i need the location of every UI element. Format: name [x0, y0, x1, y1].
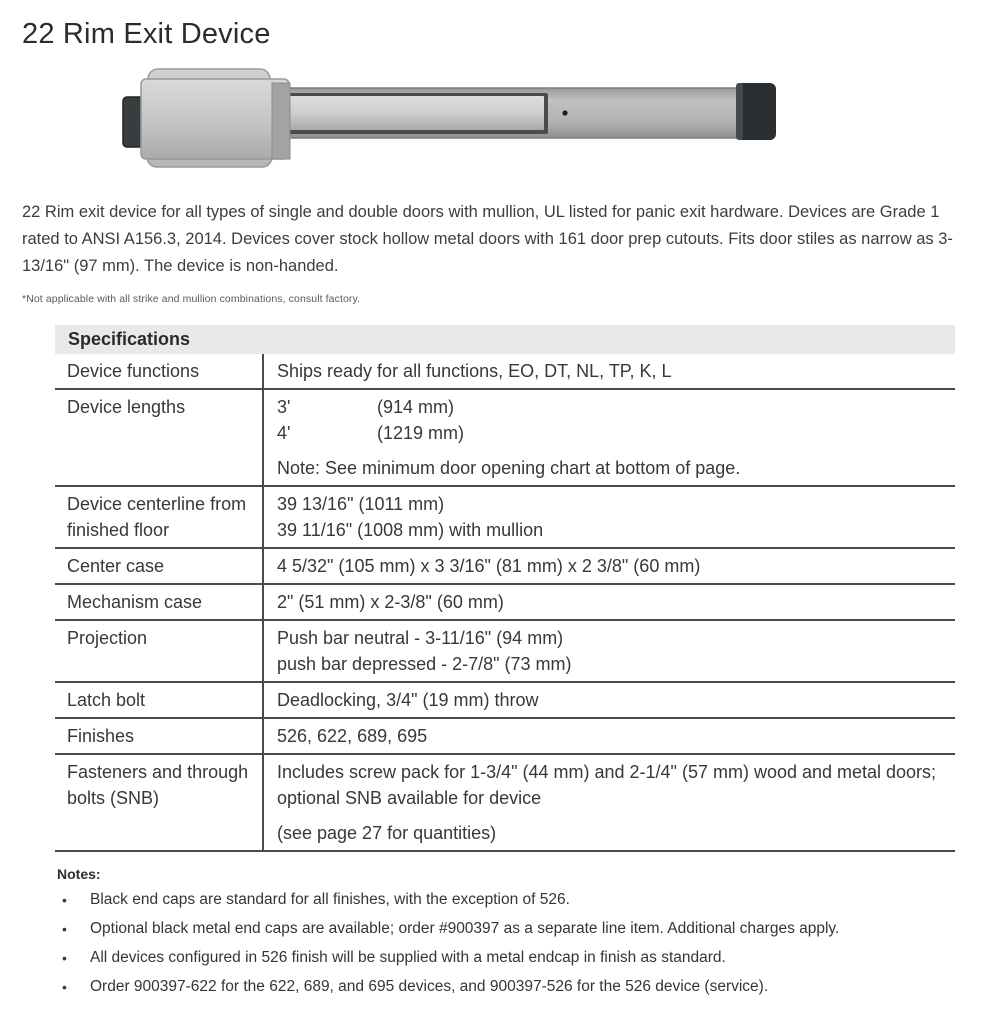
device-push-bar-face — [278, 96, 544, 130]
row-value — [262, 549, 955, 583]
table-row — [55, 549, 955, 585]
table-row — [55, 390, 955, 487]
note-item — [57, 976, 967, 998]
value-line: 2" (51 mm) x 2-3/8" (60 mm) — [277, 592, 504, 612]
footnote: *Not applicable with all strike and mullion combinations, consult factory. — [22, 293, 361, 305]
note-item — [57, 947, 967, 969]
row-label: Device centerline from finished floor — [67, 494, 247, 540]
length-line — [277, 394, 947, 420]
value-line: Deadlocking, 3/4" (19 mm) throw — [277, 690, 539, 710]
product-photo-exit-device — [120, 67, 780, 179]
table-row — [55, 621, 955, 683]
table-row — [55, 683, 955, 719]
row-label: Latch bolt — [67, 690, 146, 710]
device-head-case — [141, 79, 289, 159]
row-label: Device functions — [67, 361, 200, 381]
row-value — [262, 390, 955, 485]
row-label: Center case — [67, 556, 165, 576]
specifications-header: Specifications — [55, 325, 955, 354]
page-title: 22 Rim Exit Device — [22, 18, 271, 50]
note-bullet: • — [62, 921, 67, 937]
length-mm: (1219 mm) — [377, 423, 465, 443]
row-value — [262, 487, 955, 547]
note-bullet: • — [62, 979, 67, 995]
row-label: Projection — [67, 628, 148, 648]
device-end-cap-edge — [736, 83, 743, 140]
table-row — [55, 755, 955, 852]
specifications-table — [55, 325, 955, 852]
note-text: Optional black metal end caps are available; order #900397 as a separate line item. Additional charges apply. — [90, 920, 840, 937]
length-size: 3' — [277, 397, 291, 417]
value-line: 4 5/32" (105 mm) x 3 3/16" (81 mm) x 2 3/8" (60 mm) — [277, 556, 701, 576]
note-bullet: • — [62, 950, 67, 966]
length-line — [277, 420, 947, 446]
spec-sheet-page — [0, 18, 1000, 1018]
table-row — [55, 585, 955, 621]
value-line: 526, 622, 689, 695 — [277, 726, 428, 746]
specifications-rows — [55, 354, 955, 852]
value-line: Push bar neutral - 3-11/16" (94 mm) — [277, 628, 564, 648]
note-item — [57, 889, 967, 911]
device-head-joint-plate — [272, 83, 290, 159]
value-line: Ships ready for all functions, EO, DT, NL, TP, K, L — [277, 361, 672, 381]
row-label: Device lengths — [67, 397, 186, 417]
row-value — [262, 621, 955, 681]
note-text: All devices configured in 526 finish will be supplied with a metal endcap in finish as standard. — [90, 949, 726, 966]
row-value — [262, 719, 955, 753]
product-description: 22 Rim exit device for all types of single and double doors with mullion, UL listed for panic exit hardware. Devices are Grade 1 rated to ANSI A156.3, 2014. Devices cover stock hollow metal doors with 161 door prep cutouts. Fits door stiles as narrow as 3-13/16" (97 mm). The device is non-handed. — [22, 203, 953, 275]
row-value — [262, 585, 955, 619]
row-label: Mechanism case — [67, 592, 203, 612]
value-line: 39 13/16" (1011 mm) — [277, 494, 445, 514]
note-text: Black end caps are standard for all finishes, with the exception of 526. — [90, 891, 570, 908]
value-line: (see page 27 for quantities) — [277, 823, 497, 843]
row-label: Finishes — [67, 726, 135, 746]
exit-device-illustration — [120, 67, 780, 179]
value-line: Note: See minimum door opening chart at bottom of page. — [277, 458, 741, 478]
notes-heading: Notes: — [57, 866, 101, 882]
note-item — [57, 918, 967, 940]
note-text: Order 900397-622 for the 622, 689, and 695 devices, and 900397-526 for the 526 device (service). — [90, 978, 769, 995]
value-line: Includes screw pack for 1-3/4" (44 mm) and 2-1/4" (57 mm) wood and metal doors; optional SNB available for device — [277, 762, 937, 808]
value-line: 39 11/16" (1008 mm) with mullion — [277, 520, 544, 540]
value-line: push bar depressed - 2-7/8" (73 mm) — [277, 654, 572, 674]
row-value — [262, 683, 955, 717]
length-mm: (914 mm) — [377, 397, 455, 417]
notes-section — [57, 866, 967, 998]
notes-list — [57, 889, 967, 998]
note-bullet: • — [62, 892, 67, 908]
row-label: Fasteners and through bolts (SNB) — [67, 762, 249, 808]
row-value — [262, 755, 955, 850]
length-size: 4' — [277, 423, 291, 443]
table-row — [55, 354, 955, 390]
row-value — [262, 354, 955, 388]
device-rail-dot — [562, 110, 567, 115]
table-row — [55, 719, 955, 755]
table-row — [55, 487, 955, 549]
